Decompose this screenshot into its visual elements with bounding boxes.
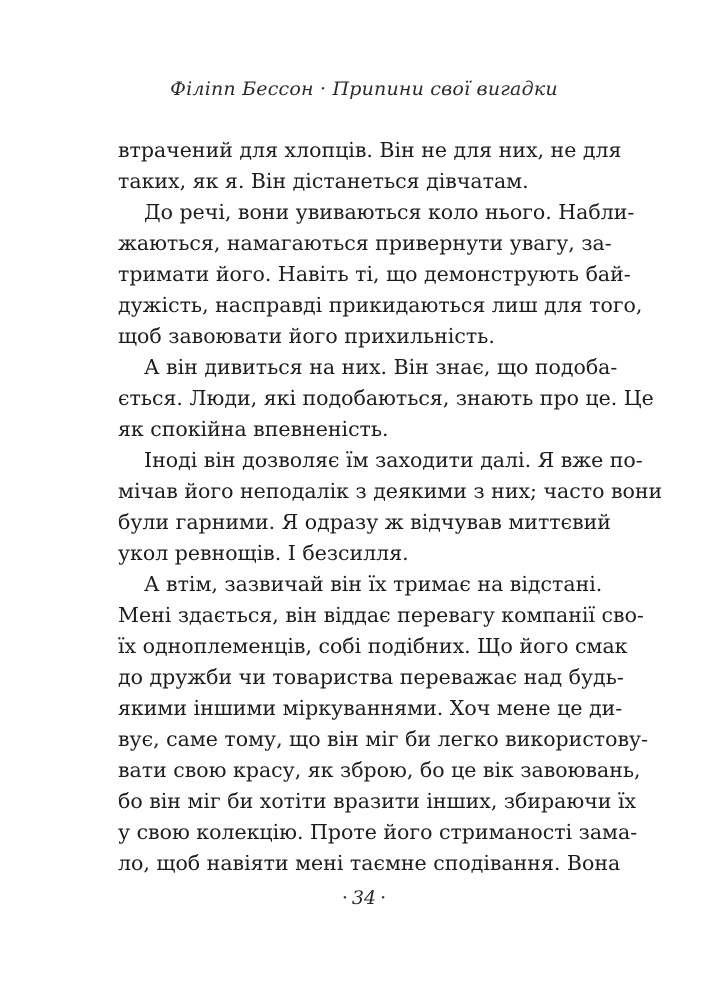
text-line: Іноді він дозволяє їм заходити далі. Я вже по- xyxy=(144,448,643,472)
page-number-value: 34 xyxy=(351,887,377,909)
text-line: до дружби чи товариства переважає над будь- xyxy=(118,665,624,689)
text-line: А втім, зазвичай він їх тримає на відстані. xyxy=(144,572,603,596)
text-line: таких, як я. Він дістанеться дівчатам. xyxy=(118,169,529,193)
text-line: втрачений для хлопців. Він не для них, не для xyxy=(118,138,622,162)
text-line: ло, щоб навіяти мені таємне сподівання. Вона xyxy=(118,851,621,875)
text-line: як спокійна впевненість. xyxy=(118,417,389,441)
folio-separator-right: · xyxy=(380,887,387,909)
text-line: Мені здається, він віддає перевагу компанії сво- xyxy=(118,603,644,627)
text-line: якими іншими міркуваннями. Хоч мене це ди- xyxy=(118,696,623,720)
text-line: вує, саме тому, що він міг би легко використову- xyxy=(118,727,649,751)
text-line: жаються, намагаються привернути увагу, за- xyxy=(118,231,612,255)
text-line: бо він міг би хотіти вразити інших, збираючи їх xyxy=(118,789,637,813)
text-line: тримати його. Навіть ті, що демонструють бай- xyxy=(118,262,631,286)
text-line: щоб завоювати його прихильність. xyxy=(118,324,495,348)
text-line: До речі, вони увиваються коло нього. Набли- xyxy=(144,200,635,224)
text-line: мічав його неподалік з деякими з них; часто вони xyxy=(118,479,663,503)
text-line: були гарними. Я одразу ж відчував миттєвий xyxy=(118,510,611,534)
text-line: укол ревнощів. І безсилля. xyxy=(118,541,409,565)
text-line: ється. Люди, які подобаються, знають про це. Це xyxy=(118,386,654,410)
text-line: А він дивиться на них. Він знає, що подоба- xyxy=(144,355,618,379)
text-line: їх одноплеменців, собі подібних. Що його смак xyxy=(118,634,628,658)
running-head: Філіпп Бессон · Припини свої вигадки xyxy=(170,78,558,100)
text-line: у свою колекцію. Проте його стриманості зама- xyxy=(118,820,638,844)
folio-separator-left: · xyxy=(341,887,348,909)
text-line: дужість, насправді прикидаються лиш для того, xyxy=(118,293,643,317)
body-text xyxy=(118,135,663,879)
text-line: вати свою красу, як зброю, бо це вік завоювань, xyxy=(118,758,641,782)
page-number xyxy=(0,887,728,909)
